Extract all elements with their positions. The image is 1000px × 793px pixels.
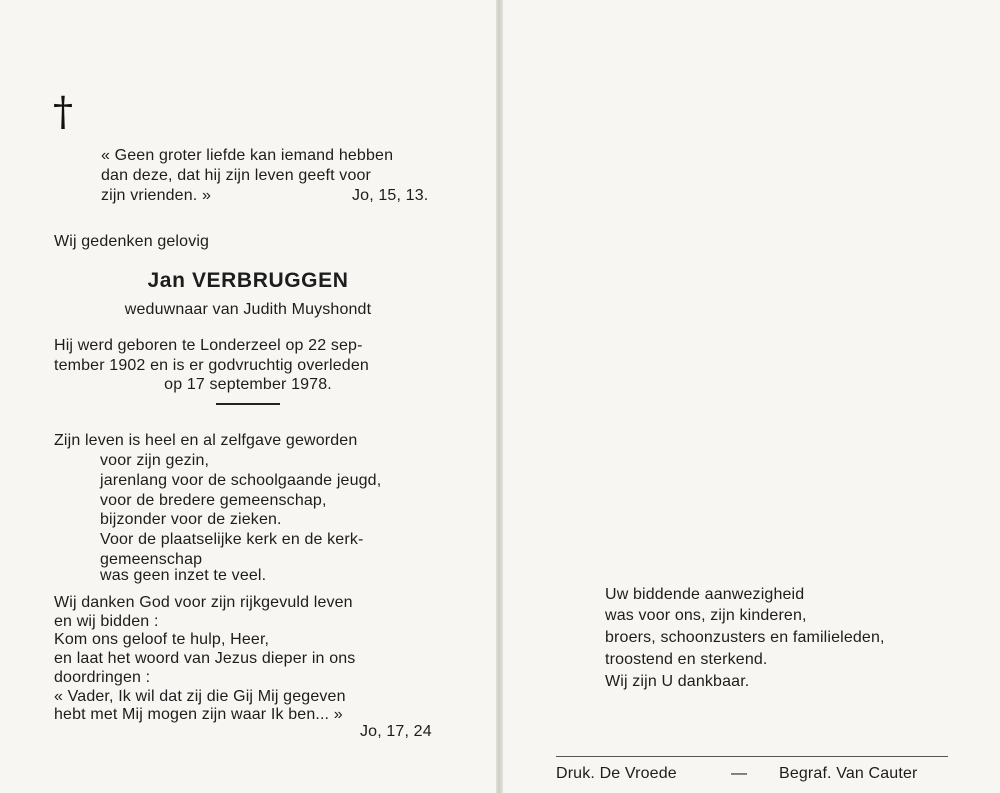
intro-text: Wij gedenken gelovig [54,233,210,250]
cross-icon: † [53,89,73,135]
life-line-3: jarenlang voor de schoolgaande jeugd, [100,472,382,489]
life-line-1: Zijn leven is heel en al zelfgave geworden [54,432,358,449]
death-date: op 17 september 1978. [164,376,332,393]
card-fold [496,0,503,793]
divider [216,403,280,405]
widower-of: weduwnaar van Judith Muyshondt [124,301,372,318]
prayer-line-7: hebt met Mij mogen zijn waar Ik ben... » [54,706,343,723]
footer-separator: — [731,765,748,782]
life-line-6: Voor de plaatselijke kerk en de kerk- [100,531,364,548]
thanks-line-1: Uw biddende aanwezigheid [605,586,805,603]
quote-line-1: « Geen groter liefde kan iemand hebben [101,147,394,164]
thanks-line-4: troostend en sterkend. [605,651,768,668]
printer-credit: Druk. De Vroede [556,765,677,782]
life-line-7: gemeenschap [100,551,203,568]
left-panel [0,0,496,793]
thanks-line-3: broers, schoonzusters en familieleden, [605,629,885,646]
quote-line-3: zijn vrienden. » [101,187,212,204]
birth-line-2: tember 1902 en is er godvruchtig overleden [54,357,369,374]
prayer-reference: Jo, 17, 24 [360,723,432,740]
prayer-line-2: en wij bidden : [54,613,159,630]
prayer-line-1: Wij danken God voor zijn rijkgevuld leven [54,594,353,611]
prayer-line-4: en laat het woord van Jezus dieper in ons [54,650,356,667]
right-panel [503,0,1000,793]
thanks-line-2: was voor ons, zijn kinderen, [605,607,807,624]
life-line-8: was geen inzet te veel. [100,567,267,584]
life-line-2: voor zijn gezin, [100,452,210,469]
quote-reference: Jo, 15, 13. [352,187,429,204]
thanks-line-5: Wij zijn U dankbaar. [605,673,750,690]
undertaker-credit: Begraf. Van Cauter [779,765,918,782]
prayer-line-5: doordringen : [54,669,151,686]
footer-rule [556,756,948,757]
quote-line-2: dan deze, dat hij zijn leven geeft voor [101,167,372,184]
deceased-name: Jan VERBRUGGEN [147,269,349,292]
prayer-line-3: Kom ons geloof te hulp, Heer, [54,631,270,648]
prayer-line-6: « Vader, Ik wil dat zij die Gij Mij gegeven [54,688,346,705]
life-line-5: bijzonder voor de zieken. [100,511,282,528]
life-line-4: voor de bredere gemeenschap, [100,492,327,509]
birth-line-1: Hij werd geboren te Londerzeel op 22 sep- [54,337,363,354]
